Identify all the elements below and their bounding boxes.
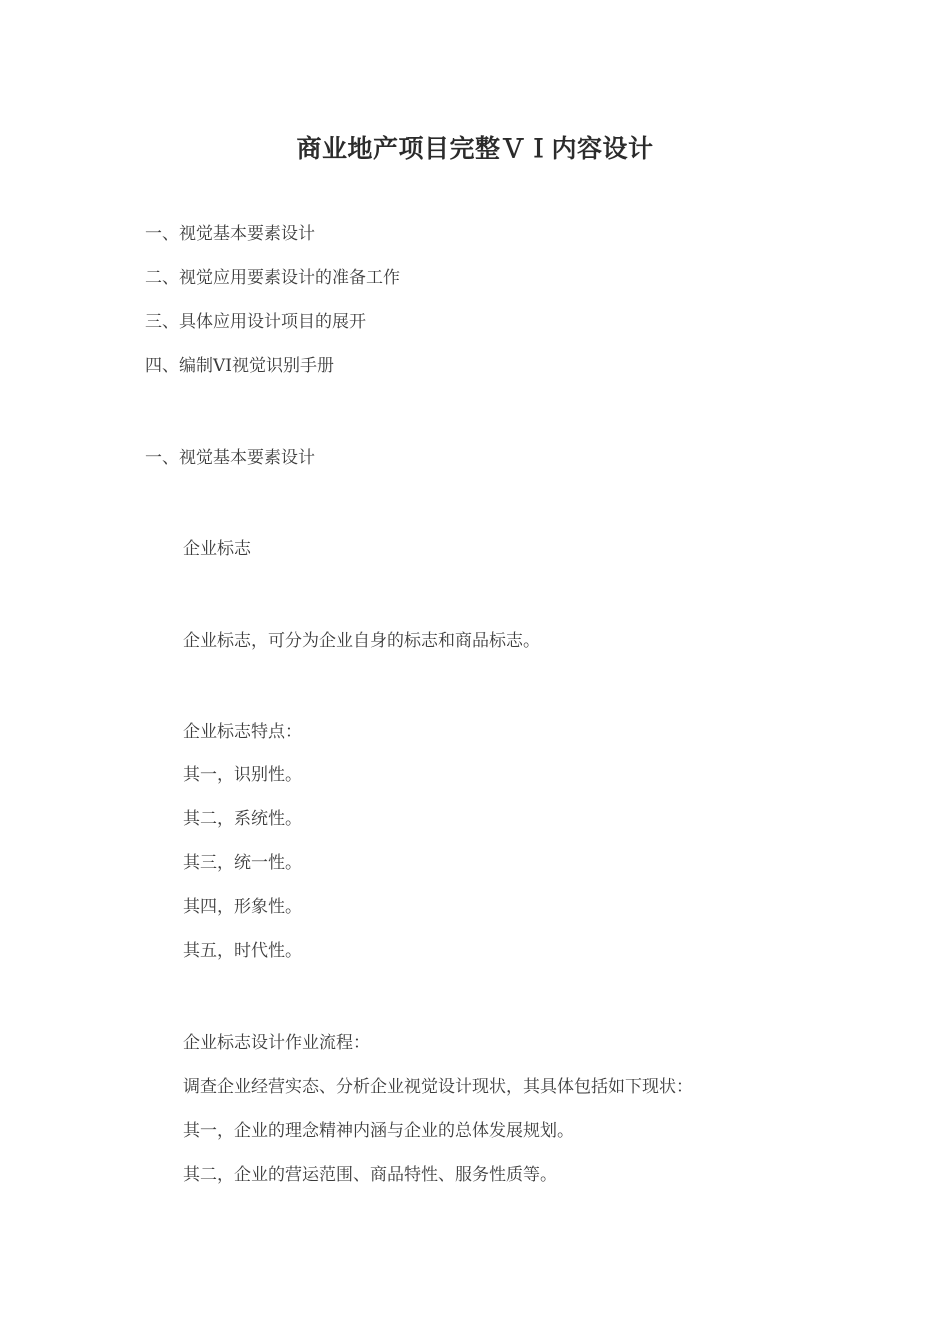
toc-item-2: 二、视觉应用要素设计的准备工作 [145, 268, 400, 288]
toc-item-4: 四、编制VI视觉识别手册 [145, 356, 334, 376]
features-heading: 企业标志特点： [183, 722, 302, 742]
feature-item: 其一，识别性。 [183, 765, 302, 785]
subsection-heading: 企业标志 [183, 539, 251, 559]
feature-item: 其五，时代性。 [183, 941, 302, 961]
process-heading: 企业标志设计作业流程： [183, 1033, 370, 1053]
page-title: 商业地产项目完整ＶＩ内容设计 [296, 134, 654, 163]
feature-item: 其二，系统性。 [183, 809, 302, 829]
process-item: 其一，企业的理念精神内涵与企业的总体发展规划。 [183, 1121, 574, 1141]
feature-item: 其三，统一性。 [183, 853, 302, 873]
section-heading: 一、视觉基本要素设计 [145, 448, 315, 468]
process-item: 其二，企业的营运范围、商品特性、服务性质等。 [183, 1165, 557, 1185]
toc-item-1: 一、视觉基本要素设计 [145, 224, 315, 244]
feature-item: 其四，形象性。 [183, 897, 302, 917]
paragraph-intro: 企业标志，可分为企业自身的标志和商品标志。 [183, 631, 540, 651]
process-intro: 调查企业经营实态、分析企业视觉设计现状，其具体包括如下现状： [183, 1077, 693, 1097]
toc-item-3: 三、具体应用设计项目的展开 [145, 312, 366, 332]
